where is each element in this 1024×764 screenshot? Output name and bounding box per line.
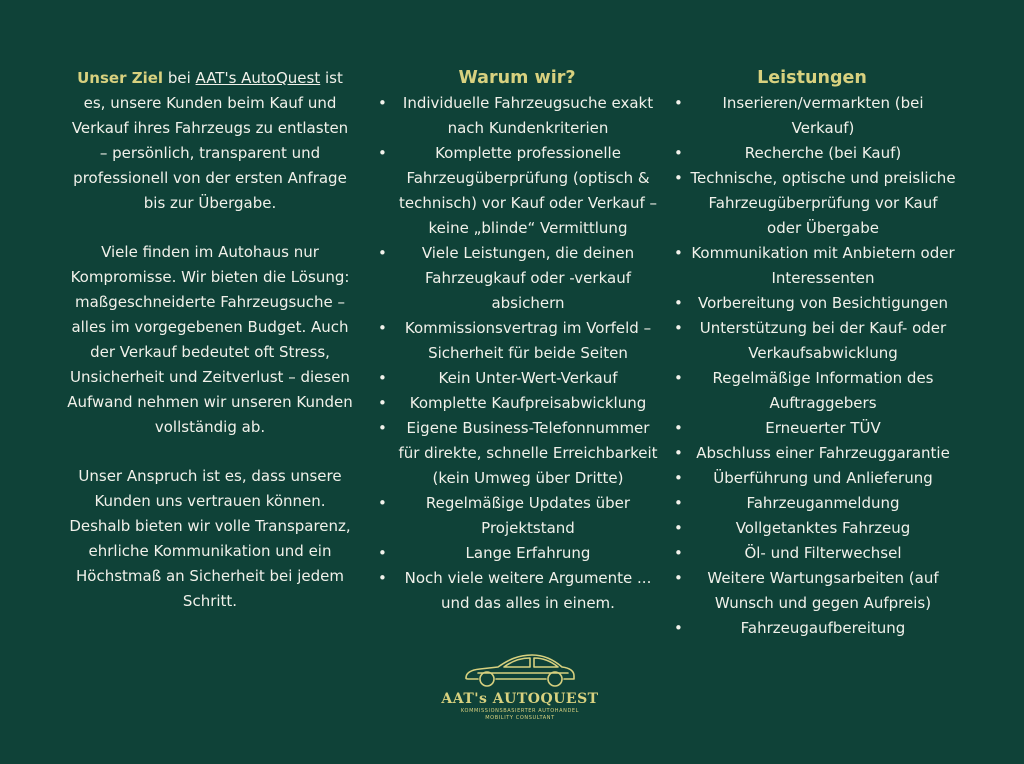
goal-highlight: Unser Ziel bbox=[77, 69, 164, 87]
why-us-list bbox=[372, 91, 662, 616]
list-item: • Individuelle Fahrzeugsuche exakt nach Kundenkriterien bbox=[372, 91, 662, 141]
why-us-heading: Warum wir? bbox=[458, 68, 576, 88]
list-item: • Unterstützung bei der Kauf- oder Verkaufsabwicklung bbox=[668, 316, 956, 366]
list-item: • Kommissionsvertrag im Vorfeld – Sicherheit für beide Seiten bbox=[372, 316, 662, 366]
services-column bbox=[668, 66, 956, 641]
list-item: • Inserieren/vermarkten (bei Verkauf) bbox=[668, 91, 956, 141]
logo-title: AAT's AUTOQUEST bbox=[441, 691, 599, 707]
intro-paragraph: Unser Ziel bei AAT's AutoQuest ist es, unsere Kunden beim Kauf und Verkauf ihres Fahrzeugs zu entlasten – persönlich, transparent und professionell von der ersten Anfrage bis zur Übergabe. bbox=[71, 69, 349, 212]
list-item: • Vollgetanktes Fahrzeug bbox=[668, 516, 956, 541]
list-item: • Weitere Wartungsarbeiten (auf Wunsch und gegen Aufpreis) bbox=[668, 566, 956, 616]
why-us-column bbox=[372, 66, 662, 616]
logo-subtitle: KOMMISSIONSBASIERTER AUTOHANDEL bbox=[460, 708, 580, 714]
car-silhouette-icon bbox=[460, 646, 580, 690]
list-item: • Abschluss einer Fahrzeuggarantie bbox=[668, 441, 956, 466]
list-item: • Technische, optische und preisliche Fahrzeugüberprüfung vor Kauf oder Übergabe bbox=[668, 166, 956, 241]
brand-link[interactable]: AAT's AutoQuest bbox=[195, 69, 321, 87]
list-item: • Regelmäßige Information des Auftraggebers bbox=[668, 366, 956, 416]
list-item: • Noch viele weitere Argumente ... und das alles in einem. bbox=[372, 566, 662, 616]
services-heading: Leistungen bbox=[757, 68, 867, 88]
list-item: • Regelmäßige Updates über Projektstand bbox=[372, 491, 662, 541]
list-item: • Recherche (bei Kauf) bbox=[668, 141, 956, 166]
services-list bbox=[668, 91, 956, 641]
solution-paragraph: Viele finden im Autohaus nur Kompromisse. Wir bieten die Lösung: maßgeschneiderte Fahrzeugsuche – alles im vorgegebenen Budget. Auch der Verkauf bedeutet oft Stress, Unsicherheit und Zeitverlust – diesen Aufwand nehmen wir unseren Kunden vollständig ab. bbox=[67, 243, 353, 436]
list-item: • Viele Leistungen, die deinen Fahrzeugkauf oder -verkauf absichern bbox=[372, 241, 662, 316]
about-column bbox=[66, 66, 354, 638]
list-item: • Fahrzeugaufbereitung bbox=[668, 616, 956, 641]
list-item: • Fahrzeuganmeldung bbox=[668, 491, 956, 516]
list-item: • Kommunikation mit Anbietern oder Interessenten bbox=[668, 241, 956, 291]
list-item: • Lange Erfahrung bbox=[372, 541, 662, 566]
logo-tagline: MOBILITY CONSULTANT bbox=[485, 715, 555, 721]
list-item: • Öl- und Filterwechsel bbox=[668, 541, 956, 566]
list-item: • Kein Unter-Wert-Verkauf bbox=[372, 366, 662, 391]
list-item: • Eigene Business-Telefonnummer für direkte, schnelle Erreichbarkeit (kein Umweg über Dritte) bbox=[372, 416, 662, 491]
list-item: • Überführung und Anlieferung bbox=[668, 466, 956, 491]
company-logo bbox=[420, 646, 620, 722]
list-item: • Komplette Kaufpreisabwicklung bbox=[372, 391, 662, 416]
list-item: • Vorbereitung von Besichtigungen bbox=[668, 291, 956, 316]
list-item: • Komplette professionelle Fahrzeugüberprüfung (optisch & technisch) vor Kauf oder Verkauf – keine „blinde“ Vermittlung bbox=[372, 141, 662, 241]
trust-paragraph: Unser Anspruch ist es, dass unsere Kunden uns vertrauen können. Deshalb bieten wir volle Transparenz, ehrliche Kommunikation und ein Höchstmaß an Sicherheit bei jedem Schritt. bbox=[69, 467, 351, 610]
list-item: • Erneuerter TÜV bbox=[668, 416, 956, 441]
